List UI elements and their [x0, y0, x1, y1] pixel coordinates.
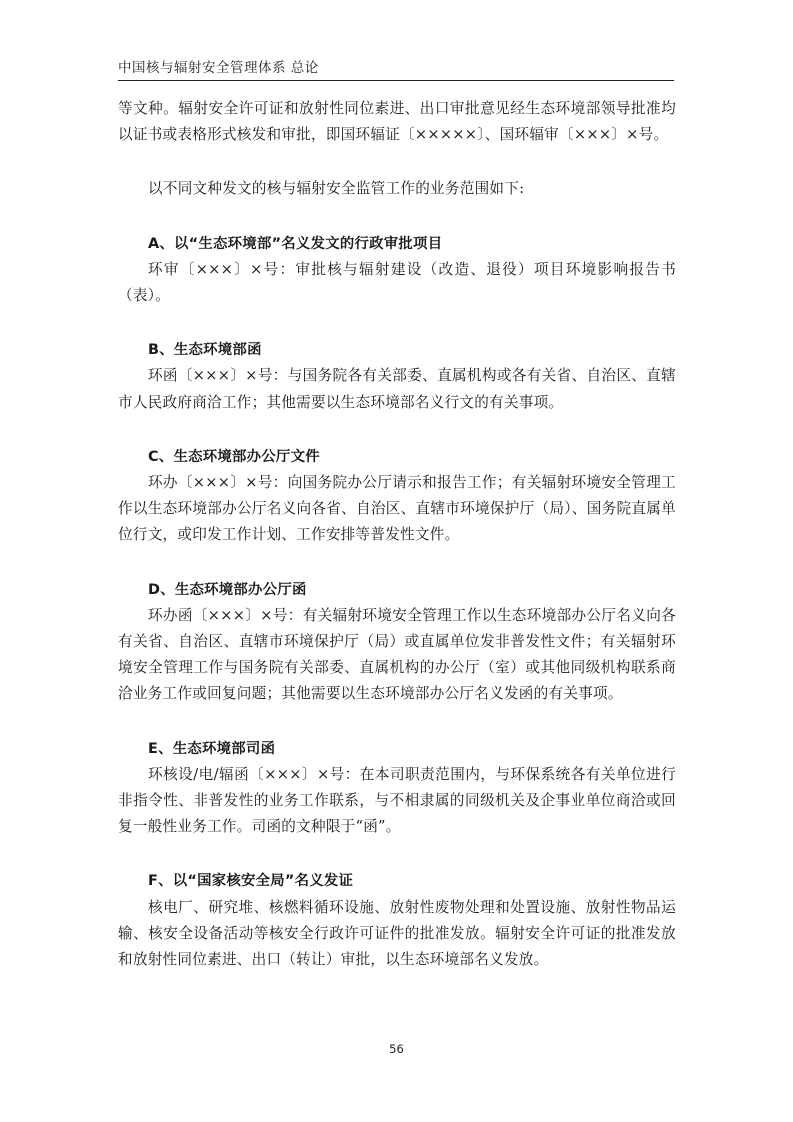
- section-d-heading: D、生态环境部办公厅函: [148, 581, 307, 598]
- section-c-text: 环办〔×××〕×号：向国务院办公厅请示和报告工作；有关辐射环境安全管理工作以生态环境部办公厅名义向各省、自治区、直辖市环境保护厅（局）、国务院直属单位行文，或印发工作计划、工作安排等普发性文件。: [118, 474, 676, 544]
- continuation-paragraph: 等文种。辐射安全许可证和放射性同位素进、出口审批意见经生态环境部领导批准均以证书或表格形式核发和审批，即国环辐证〔×××××〕、国环辐审〔×××〕×号。: [118, 100, 676, 144]
- section-c-heading: C、生态环境部办公厅文件: [148, 448, 320, 465]
- section-f: [118, 868, 676, 973]
- section-b-heading: B、生态环境部函: [148, 342, 262, 359]
- section-a-text: 环审〔×××〕×号：审批核与辐射建设（改造、退役）项目环境影响报告书（表）。: [118, 260, 676, 305]
- page-body: [118, 96, 676, 973]
- section-f-heading: F、以“国家核安全局”名义发证: [148, 873, 354, 890]
- header-rule: [118, 80, 674, 81]
- section-e-text: 环核设/电/辐函〔×××〕×号：在本司职责范围内，与环保系统各有关单位进行非指令性、非普发性的业务工作联系，与不相隶属的同级机关及企事业单位商洽或回复一般性业务工作。司函的文种限于“函”。: [118, 765, 676, 836]
- section-d: [118, 577, 676, 708]
- section-a: [118, 231, 676, 310]
- section-e: [118, 736, 676, 841]
- page-number: 56: [389, 1042, 404, 1056]
- running-header: 中国核与辐射安全管理体系 总论: [118, 60, 319, 76]
- section-f-text: 核电厂、研究堆、核燃料循环设施、放射性废物处理和处置设施、放射性物品运输、核安全设备活动等核安全行政许可证件的批准发放。辐射安全许可证的批准发放和放射性同位素进、出口（转让）审批，以生态环境部名义发放。: [118, 898, 676, 969]
- section-c: [118, 444, 676, 549]
- section-e-heading: E、生态环境部司函: [148, 740, 276, 757]
- section-b-text: 环函〔×××〕×号：与国务院各有关部委、直属机构或各有关省、自治区、直辖市人民政府商洽工作；其他需要以生态环境部名义行文的有关事项。: [118, 367, 676, 411]
- section-d-text: 环办函〔×××〕×号：有关辐射环境安全管理工作以生态环境部办公厅名义向各有关省、自治区、直辖市环境保护厅（局）或直属单位发非普发性文件；有关辐射环境安全管理工作与国务院有关部委、直属机构的办公厅（室）或其他同级机构联系商洽业务工作或回复问题；其他需要以生态环境部办公厅名义发函的有关事项。: [118, 606, 676, 703]
- section-a-heading: A、以“生态环境部”名义发文的行政审批项目: [148, 235, 443, 252]
- intro-paragraph: 以不同文种发文的核与辐射安全监管工作的业务范围如下:: [148, 180, 525, 198]
- section-b: [118, 337, 676, 416]
